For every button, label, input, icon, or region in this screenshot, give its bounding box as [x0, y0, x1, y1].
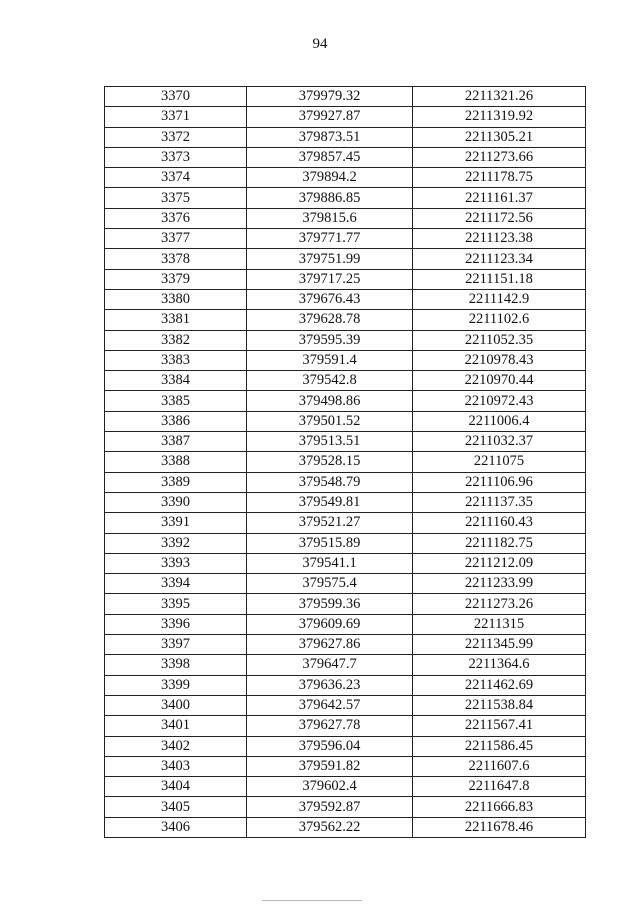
table-row: [105, 432, 586, 452]
y-coordinate-cell: 2211273.66: [413, 147, 586, 167]
table-row: [105, 736, 586, 756]
x-coordinate-cell: 379602.4: [247, 777, 413, 797]
table-row: [105, 107, 586, 127]
table-row: [105, 391, 586, 411]
table-row: [105, 310, 586, 330]
x-coordinate-cell: 379815.6: [247, 208, 413, 228]
point-number-cell: 3375: [105, 188, 247, 208]
y-coordinate-cell: 2211538.84: [413, 695, 586, 715]
point-number-cell: 3406: [105, 817, 247, 837]
x-coordinate-cell: 379528.15: [247, 452, 413, 472]
point-number-cell: 3404: [105, 777, 247, 797]
point-number-cell: 3405: [105, 797, 247, 817]
table-row: [105, 797, 586, 817]
table-row: [105, 553, 586, 573]
x-coordinate-cell: 379647.7: [247, 655, 413, 675]
point-number-cell: 3389: [105, 472, 247, 492]
x-coordinate-cell: 379886.85: [247, 188, 413, 208]
table-row: [105, 777, 586, 797]
y-coordinate-cell: 2211151.18: [413, 269, 586, 289]
x-coordinate-cell: 379628.78: [247, 310, 413, 330]
point-number-cell: 3394: [105, 574, 247, 594]
point-number-cell: 3401: [105, 716, 247, 736]
table-row: [105, 371, 586, 391]
y-coordinate-cell: 2211032.37: [413, 432, 586, 452]
point-number-cell: 3372: [105, 127, 247, 147]
table-row: [105, 229, 586, 249]
table-row: [105, 817, 586, 837]
table-row: [105, 492, 586, 512]
x-coordinate-cell: 379873.51: [247, 127, 413, 147]
y-coordinate-cell: 2211172.56: [413, 208, 586, 228]
x-coordinate-cell: 379627.86: [247, 635, 413, 655]
point-number-cell: 3378: [105, 249, 247, 269]
point-number-cell: 3397: [105, 635, 247, 655]
table-row: [105, 716, 586, 736]
point-number-cell: 3385: [105, 391, 247, 411]
point-number-cell: 3398: [105, 655, 247, 675]
x-coordinate-cell: 379498.86: [247, 391, 413, 411]
y-coordinate-cell: 2211052.35: [413, 330, 586, 350]
table-row: [105, 289, 586, 309]
table-row: [105, 675, 586, 695]
point-number-cell: 3382: [105, 330, 247, 350]
table-row: [105, 655, 586, 675]
point-number-cell: 3390: [105, 492, 247, 512]
table-row: [105, 188, 586, 208]
x-coordinate-cell: 379642.57: [247, 695, 413, 715]
x-coordinate-cell: 379575.4: [247, 574, 413, 594]
y-coordinate-cell: 2211137.35: [413, 492, 586, 512]
y-coordinate-cell: 2211586.45: [413, 736, 586, 756]
table-row: [105, 574, 586, 594]
x-coordinate-cell: 379542.8: [247, 371, 413, 391]
x-coordinate-cell: 379549.81: [247, 492, 413, 512]
x-coordinate-cell: 379717.25: [247, 269, 413, 289]
x-coordinate-cell: 379771.77: [247, 229, 413, 249]
x-coordinate-cell: 379751.99: [247, 249, 413, 269]
y-coordinate-cell: 2211315: [413, 614, 586, 634]
table-row: [105, 249, 586, 269]
y-coordinate-cell: 2211233.99: [413, 574, 586, 594]
table-row: [105, 695, 586, 715]
y-coordinate-cell: 2211102.6: [413, 310, 586, 330]
x-coordinate-cell: 379894.2: [247, 168, 413, 188]
y-coordinate-cell: 2210970.44: [413, 371, 586, 391]
y-coordinate-cell: 2211123.34: [413, 249, 586, 269]
table-row: [105, 330, 586, 350]
point-number-cell: 3374: [105, 168, 247, 188]
y-coordinate-cell: 2211212.09: [413, 553, 586, 573]
x-coordinate-cell: 379979.32: [247, 87, 413, 107]
point-number-cell: 3392: [105, 533, 247, 553]
table-body: [105, 87, 586, 838]
point-number-cell: 3370: [105, 87, 247, 107]
point-number-cell: 3396: [105, 614, 247, 634]
table-row: [105, 411, 586, 431]
y-coordinate-cell: 2211178.75: [413, 168, 586, 188]
y-coordinate-cell: 2211006.4: [413, 411, 586, 431]
table-row: [105, 350, 586, 370]
point-number-cell: 3380: [105, 289, 247, 309]
y-coordinate-cell: 2211319.92: [413, 107, 586, 127]
x-coordinate-cell: 379595.39: [247, 330, 413, 350]
page-number: 94: [312, 36, 328, 52]
y-coordinate-cell: 2211305.21: [413, 127, 586, 147]
y-coordinate-cell: 2210978.43: [413, 350, 586, 370]
point-number-cell: 3381: [105, 310, 247, 330]
y-coordinate-cell: 2211647.8: [413, 777, 586, 797]
point-number-cell: 3395: [105, 594, 247, 614]
y-coordinate-cell: 2211607.6: [413, 756, 586, 776]
point-number-cell: 3384: [105, 371, 247, 391]
x-coordinate-cell: 379591.82: [247, 756, 413, 776]
point-number-cell: 3402: [105, 736, 247, 756]
y-coordinate-cell: 2211462.69: [413, 675, 586, 695]
y-coordinate-cell: 2211123.38: [413, 229, 586, 249]
table-row: [105, 269, 586, 289]
table-row: [105, 635, 586, 655]
table-row: [105, 127, 586, 147]
point-number-cell: 3377: [105, 229, 247, 249]
x-coordinate-cell: 379609.69: [247, 614, 413, 634]
bottom-divider: [262, 900, 362, 901]
x-coordinate-cell: 379596.04: [247, 736, 413, 756]
point-number-cell: 3391: [105, 513, 247, 533]
table-row: [105, 533, 586, 553]
table-row: [105, 594, 586, 614]
table-row: [105, 513, 586, 533]
coordinates-table: [104, 86, 586, 838]
x-coordinate-cell: 379927.87: [247, 107, 413, 127]
table-row: [105, 208, 586, 228]
y-coordinate-cell: 2211106.96: [413, 472, 586, 492]
x-coordinate-cell: 379599.36: [247, 594, 413, 614]
point-number-cell: 3379: [105, 269, 247, 289]
point-number-cell: 3383: [105, 350, 247, 370]
x-coordinate-cell: 379521.27: [247, 513, 413, 533]
y-coordinate-cell: 2211321.26: [413, 87, 586, 107]
y-coordinate-cell: 2211182.75: [413, 533, 586, 553]
y-coordinate-cell: 2210972.43: [413, 391, 586, 411]
x-coordinate-cell: 379515.89: [247, 533, 413, 553]
x-coordinate-cell: 379591.4: [247, 350, 413, 370]
y-coordinate-cell: 2211075: [413, 452, 586, 472]
x-coordinate-cell: 379501.52: [247, 411, 413, 431]
x-coordinate-cell: 379857.45: [247, 147, 413, 167]
point-number-cell: 3399: [105, 675, 247, 695]
table-row: [105, 756, 586, 776]
y-coordinate-cell: 2211678.46: [413, 817, 586, 837]
x-coordinate-cell: 379548.79: [247, 472, 413, 492]
point-number-cell: 3376: [105, 208, 247, 228]
x-coordinate-cell: 379676.43: [247, 289, 413, 309]
table-row: [105, 87, 586, 107]
y-coordinate-cell: 2211666.83: [413, 797, 586, 817]
y-coordinate-cell: 2211345.99: [413, 635, 586, 655]
x-coordinate-cell: 379513.51: [247, 432, 413, 452]
y-coordinate-cell: 2211142.9: [413, 289, 586, 309]
point-number-cell: 3393: [105, 553, 247, 573]
point-number-cell: 3387: [105, 432, 247, 452]
table-row: [105, 614, 586, 634]
point-number-cell: 3400: [105, 695, 247, 715]
y-coordinate-cell: 2211273.26: [413, 594, 586, 614]
y-coordinate-cell: 2211161.37: [413, 188, 586, 208]
point-number-cell: 3373: [105, 147, 247, 167]
x-coordinate-cell: 379562.22: [247, 817, 413, 837]
x-coordinate-cell: 379627.78: [247, 716, 413, 736]
table-row: [105, 452, 586, 472]
table-row: [105, 168, 586, 188]
table-row: [105, 147, 586, 167]
point-number-cell: 3386: [105, 411, 247, 431]
point-number-cell: 3403: [105, 756, 247, 776]
point-number-cell: 3388: [105, 452, 247, 472]
y-coordinate-cell: 2211160.43: [413, 513, 586, 533]
table-row: [105, 472, 586, 492]
x-coordinate-cell: 379636.23: [247, 675, 413, 695]
point-number-cell: 3371: [105, 107, 247, 127]
x-coordinate-cell: 379541.1: [247, 553, 413, 573]
x-coordinate-cell: 379592.87: [247, 797, 413, 817]
y-coordinate-cell: 2211364.6: [413, 655, 586, 675]
y-coordinate-cell: 2211567.41: [413, 716, 586, 736]
